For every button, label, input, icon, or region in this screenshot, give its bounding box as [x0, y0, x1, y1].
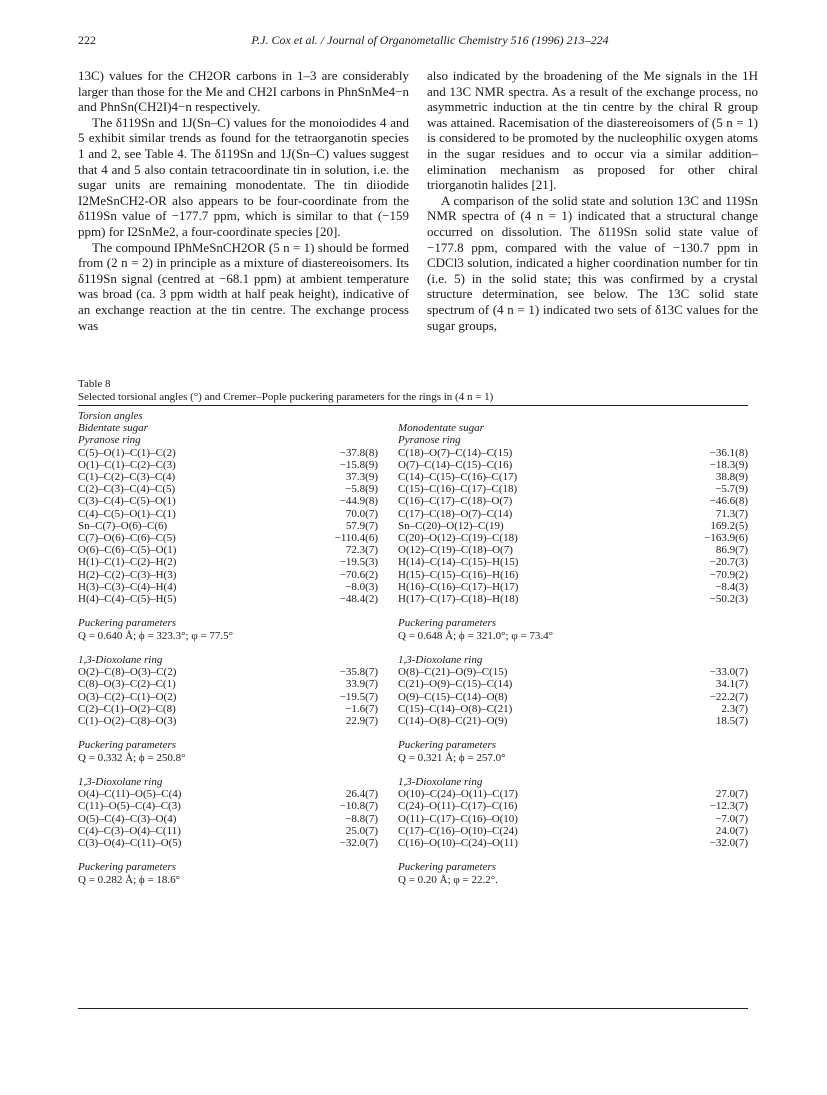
table-row — [78, 715, 378, 727]
torsion-angle: −44.9(8) — [339, 495, 378, 508]
torsion-angle: 37.3(9) — [345, 471, 378, 484]
torsion-atoms: O(10)–C(24)–O(11)–C(17) — [398, 788, 518, 801]
torsion-angle: −33.0(7) — [709, 666, 748, 679]
table-title: Torsion angles — [78, 410, 143, 422]
torsion-atoms: H(2)–C(2)–C(3)–H(3) — [78, 568, 177, 581]
gap — [398, 605, 748, 617]
table-row — [398, 800, 748, 812]
table-row — [78, 483, 378, 495]
body-column-left — [78, 68, 409, 333]
gap — [78, 727, 378, 739]
torsion-angle: −110.4(6) — [334, 532, 378, 545]
torsion-atoms: C(1)–O(2)–C(8)–O(3) — [78, 715, 177, 728]
ring-block — [78, 776, 378, 886]
torsion-atoms: C(8)–O(3)–C(2)–C(1) — [78, 678, 176, 691]
torsion-angle: −46.6(8) — [709, 495, 748, 508]
gap — [78, 605, 378, 617]
table-row — [78, 703, 378, 715]
table-caption — [78, 378, 493, 404]
torsion-atoms: O(1)–C(1)–C(2)–C(3) — [78, 458, 176, 471]
table-row — [398, 544, 748, 556]
torsion-angle: 71.3(7) — [715, 507, 748, 520]
torsion-angle: −5.7(9) — [715, 483, 748, 496]
puckering-values: Q = 0.282 Å; ϕ = 18.6° — [78, 873, 181, 886]
torsion-atoms: Sn–C(7)–O(6)–C(6) — [78, 519, 168, 532]
table-section: Bidentate sugar — [78, 422, 148, 435]
torsion-angle: 57.9(7) — [345, 519, 378, 532]
table-row — [398, 715, 748, 727]
torsion-angle: −18.3(9) — [709, 458, 748, 471]
torsion-atoms: O(5)–C(4)–C(3)–O(4) — [78, 812, 177, 825]
puckering-values: Q = 0.20 Å; φ = 22.2°. — [398, 873, 498, 886]
table-row — [78, 447, 378, 459]
table-row — [398, 788, 748, 800]
torsion-angle: −22.2(7) — [709, 690, 748, 703]
table-label: Table 8 — [78, 378, 111, 390]
torsion-angle: −32.0(7) — [339, 837, 378, 850]
torsion-atoms: C(2)–C(1)–O(2)–C(8) — [78, 702, 176, 715]
torsion-atoms: C(15)–C(14)–O(8)–C(21) — [398, 702, 513, 715]
table-title — [398, 410, 748, 422]
table-row — [398, 837, 748, 849]
torsion-angle: −35.8(7) — [339, 666, 378, 679]
torsion-atoms: C(3)–C(4)–C(5)–O(1) — [78, 495, 176, 508]
torsion-angle: −1.6(7) — [345, 702, 378, 715]
table-row — [398, 813, 748, 825]
torsion-angle: 72.3(7) — [345, 544, 378, 557]
torsion-angle: 169.2(5) — [710, 519, 748, 532]
puckering-heading: Puckering parameters — [398, 861, 497, 874]
torsion-atoms: H(15)–C(15)–C(16)–H(16) — [398, 568, 519, 581]
table-column-bidentate — [78, 410, 378, 898]
torsion-angle: 18.5(7) — [715, 715, 748, 728]
torsion-atoms: C(4)–C(5)–O(1)–C(1) — [78, 507, 176, 520]
torsion-atoms: H(1)–C(1)–C(2)–H(2) — [78, 556, 177, 569]
torsion-atoms: C(14)–O(8)–C(21)–O(9) — [398, 715, 508, 728]
torsion-atoms: C(16)–C(17)–C(18)–O(7) — [398, 495, 513, 508]
torsion-angle: −8.4(3) — [715, 580, 748, 593]
table-row — [78, 813, 378, 825]
ring-block — [78, 654, 378, 764]
body-column-right — [427, 68, 758, 333]
paragraph: The compound IPhMeSnCH2OR (5 n = 1) should be formed from (2 n = 2) in principle as a mixture of diastereoisomers. Its δ119Sn signal (centred at −68.1 ppm) at ambient temperature was broad (ca. 3 ppm width at half peak height), indicative of an exchange reaction at the tin centre. The exchange process was — [78, 239, 409, 333]
table-row — [398, 471, 748, 483]
page-number: 222 — [78, 33, 96, 47]
torsion-atoms: C(24)–O(11)–C(17)–C(16) — [398, 800, 518, 813]
puckering-values: Q = 0.640 Å; ϕ = 323.3°; φ = 77.5° — [78, 629, 234, 642]
torsion-atoms: C(3)–O(4)–C(11)–O(5) — [78, 837, 182, 850]
torsion-atoms: H(4)–C(4)–C(5)–H(5) — [78, 593, 177, 606]
torsion-angle: 34.1(7) — [715, 678, 748, 691]
puckering-heading: Puckering parameters — [78, 617, 177, 630]
puckering-heading: Puckering parameters — [78, 861, 177, 874]
table-caption-text: Selected torsional angles (°) and Cremer–Pople puckering parameters for the rings in (4 n = 1) — [78, 391, 494, 403]
ring-heading: 1,3-Dioxolane ring — [78, 654, 163, 667]
torsion-angle: −36.1(8) — [709, 446, 748, 459]
paragraph: A comparison of the solid state and solution 13C and 119Sn NMR spectra of (4 n = 1) indicated that a structural change occurred on dissolution. The δ119Sn solid state value of −177.8 ppm, compared with the value of −130.7 ppm in CDCl3 solution, indicated a higher coordination number for tin (i.e. 5) in the solid state; this was confirmed by a crystal structure determination, see below. The 13C solid state spectrum of (4 n = 1) indicated two sets of δ13C values for the sugar groups, — [427, 192, 758, 333]
torsion-angle: 86.9(7) — [715, 544, 748, 557]
table-row — [78, 678, 378, 690]
table-row — [398, 581, 748, 593]
table-row — [78, 788, 378, 800]
ring-heading: Pyranose ring — [398, 434, 461, 447]
table-row — [398, 569, 748, 581]
torsion-atoms: O(8)–C(21)–O(9)–C(15) — [398, 666, 508, 679]
paragraph: 13C) values for the CH2OR carbons in 1–3 are considerably larger than those for the Me and CH2I carbons in PhnSnMe4−n and PhnSn(CH2I)4−n respectively. — [78, 68, 409, 115]
table-row — [398, 447, 748, 459]
table-row — [398, 459, 748, 471]
torsion-atoms: C(21)–O(9)–C(15)–C(14) — [398, 678, 513, 691]
torsion-angle: −70.9(2) — [709, 568, 748, 581]
torsion-atoms: H(3)–C(3)–C(4)–H(4) — [78, 580, 177, 593]
torsion-angle: −48.4(2) — [339, 593, 378, 606]
table-row — [398, 495, 748, 507]
torsion-atoms: C(20)–O(12)–C(19)–C(18) — [398, 532, 518, 545]
table-row — [398, 703, 748, 715]
ring-heading: Pyranose ring — [78, 434, 141, 447]
gap — [78, 849, 378, 861]
puckering-heading: Puckering parameters — [398, 617, 497, 630]
table-row — [78, 593, 378, 605]
torsion-angle: −163.9(6) — [704, 532, 748, 545]
torsion-angle: −15.8(9) — [339, 458, 378, 471]
torsion-angle: 2.3(7) — [721, 702, 748, 715]
table-row — [78, 459, 378, 471]
torsion-angle: −10.8(7) — [339, 800, 378, 813]
gap — [398, 849, 748, 861]
table-row — [78, 508, 378, 520]
running-head: P.J. Cox et al. / Journal of Organometallic Chemistry 516 (1996) 213–224 — [251, 33, 609, 47]
torsion-angle: −70.6(2) — [339, 568, 378, 581]
puckering-values: Q = 0.332 Å; ϕ = 250.8° — [78, 751, 186, 764]
table-row — [78, 666, 378, 678]
torsion-atoms: C(14)–C(15)–C(16)–C(17) — [398, 471, 518, 484]
torsion-angle: −50.2(3) — [709, 593, 748, 606]
torsion-angle: 70.0(7) — [345, 507, 378, 520]
ring-heading: 1,3-Dioxolane ring — [398, 776, 483, 789]
torsion-atoms: O(7)–C(14)–C(15)–C(16) — [398, 458, 513, 471]
table-row — [78, 544, 378, 556]
torsion-atoms: Sn–C(20)–O(12)–C(19) — [398, 519, 504, 532]
torsion-angle: −20.7(3) — [709, 556, 748, 569]
table-row — [398, 678, 748, 690]
gap — [398, 727, 748, 739]
table-section: Monodentate sugar — [398, 422, 484, 435]
table-row — [78, 520, 378, 532]
torsion-atoms: C(7)–O(6)–C(6)–C(5) — [78, 532, 176, 545]
ring-block — [398, 434, 748, 641]
table-row — [78, 569, 378, 581]
torsion-atoms: C(17)–C(18)–O(7)–C(14) — [398, 507, 513, 520]
table-row — [398, 825, 748, 837]
ring-block — [398, 654, 748, 764]
torsion-angle: 22.9(7) — [345, 715, 378, 728]
torsion-atoms: O(2)–C(8)–O(3)–C(2) — [78, 666, 177, 679]
table-row — [78, 471, 378, 483]
torsion-angle: 26.4(7) — [345, 788, 378, 801]
torsion-atoms: C(17)–C(16)–O(10)–C(24) — [398, 824, 518, 837]
torsion-atoms: C(18)–O(7)–C(14)–C(15) — [398, 446, 513, 459]
torsion-angle: −8.0(3) — [345, 580, 378, 593]
table-top-rule — [78, 405, 748, 406]
table-row — [78, 495, 378, 507]
table-row — [78, 532, 378, 544]
torsion-atoms: C(5)–O(1)–C(1)–C(2) — [78, 446, 176, 459]
torsion-atoms: C(4)–C(3)–O(4)–C(11) — [78, 824, 181, 837]
table-row — [398, 556, 748, 568]
puckering-heading: Puckering parameters — [398, 739, 497, 752]
torsion-atoms: C(16)–O(10)–C(24)–O(11) — [398, 837, 518, 850]
torsion-angle: −5.8(9) — [345, 483, 378, 496]
puckering-heading: Puckering parameters — [78, 739, 177, 752]
torsion-angle: −7.0(7) — [715, 812, 748, 825]
torsion-atoms: C(11)–O(5)–C(4)–C(3) — [78, 800, 181, 813]
table-row — [398, 532, 748, 544]
table-row — [398, 508, 748, 520]
table-row — [78, 581, 378, 593]
torsion-atoms: C(15)–C(16)–C(17)–C(18) — [398, 483, 518, 496]
torsion-angle: −8.8(7) — [345, 812, 378, 825]
torsion-atoms: O(11)–C(17)–C(16)–O(10) — [398, 812, 518, 825]
paragraph: also indicated by the broadening of the Me signals in the 1H and 13C NMR spectra. As a result of the exchange process, no asymmetric induction at the tin centre by the chiral R group was attained. Racemisation of the diastereoisomers of (5 n = 1) is considered to be promoted by the nucleophilic oxygen atoms in the sugar residues and to occur via a similar addition–elimination mechanism as proposed for other chiral triorganotin halides [21]. — [427, 68, 758, 193]
torsion-atoms: O(6)–C(6)–C(5)–O(1) — [78, 544, 177, 557]
paragraph: The δ119Sn and 1J(Sn–C) values for the monoiodides 4 and 5 exhibit similar trends as found for the tetraorganotin species 1 and 2, see Table 4. The δ119Sn and 1J(Sn–C) values suggest that 4 and 5 also contain tetracoordinate tin in solution, i.e. the sugar units are remaining monodentate. The tin diiodide I2MeSnCH2-OR also appears to be four-coordinate from the δ119Sn value of −177.7 ppm, which is similar to that (−159 ppm) for I2SnMe2, a four-coordinate species [20]. — [78, 114, 409, 239]
table-row — [398, 483, 748, 495]
table-bottom-rule — [78, 1008, 748, 1009]
ring-block — [78, 434, 378, 641]
torsion-atoms: H(17)–C(17)–C(18)–H(18) — [398, 593, 519, 606]
torsion-atoms: O(12)–C(19)–C(18)–O(7) — [398, 544, 513, 557]
torsion-atoms: O(4)–C(11)–O(5)–C(4) — [78, 788, 182, 801]
table-row — [398, 666, 748, 678]
table-row — [78, 556, 378, 568]
torsion-angle: −37.8(8) — [339, 446, 378, 459]
torsion-angle: 25.0(7) — [345, 824, 378, 837]
torsion-angle: 33.9(7) — [345, 678, 378, 691]
table-row — [398, 520, 748, 532]
table-row — [78, 825, 378, 837]
torsion-atoms: H(16)–C(16)–C(17)–H(17) — [398, 580, 519, 593]
torsion-atoms: O(9)–C(15)–C(14)–O(8) — [398, 690, 508, 703]
ring-heading: 1,3-Dioxolane ring — [398, 654, 483, 667]
torsion-angle: −19.5(7) — [339, 690, 378, 703]
torsion-angle: 24.0(7) — [715, 824, 748, 837]
torsion-atoms: C(1)–C(2)–C(3)–C(4) — [78, 471, 176, 484]
ring-heading: 1,3-Dioxolane ring — [78, 776, 163, 789]
torsion-atoms: C(2)–C(3)–C(4)–C(5) — [78, 483, 176, 496]
torsion-atoms: H(14)–C(14)–C(15)–H(15) — [398, 556, 519, 569]
table-row — [398, 593, 748, 605]
table-column-monodentate — [398, 410, 748, 898]
torsion-angle: −12.3(7) — [709, 800, 748, 813]
puckering-values: Q = 0.321 Å; ϕ = 257.0° — [398, 751, 506, 764]
torsion-atoms: O(3)–C(2)–C(1)–O(2) — [78, 690, 177, 703]
torsion-angle: −19.5(3) — [339, 556, 378, 569]
table-row — [78, 691, 378, 703]
torsion-angle: 27.0(7) — [715, 788, 748, 801]
table-row — [398, 691, 748, 703]
puckering-values: Q = 0.648 Å; ϕ = 321.0°; φ = 73.4° — [398, 629, 554, 642]
table-row — [78, 800, 378, 812]
torsion-angle: −32.0(7) — [709, 837, 748, 850]
torsion-angle: 38.8(9) — [715, 471, 748, 484]
ring-block — [398, 776, 748, 886]
table-row — [78, 837, 378, 849]
